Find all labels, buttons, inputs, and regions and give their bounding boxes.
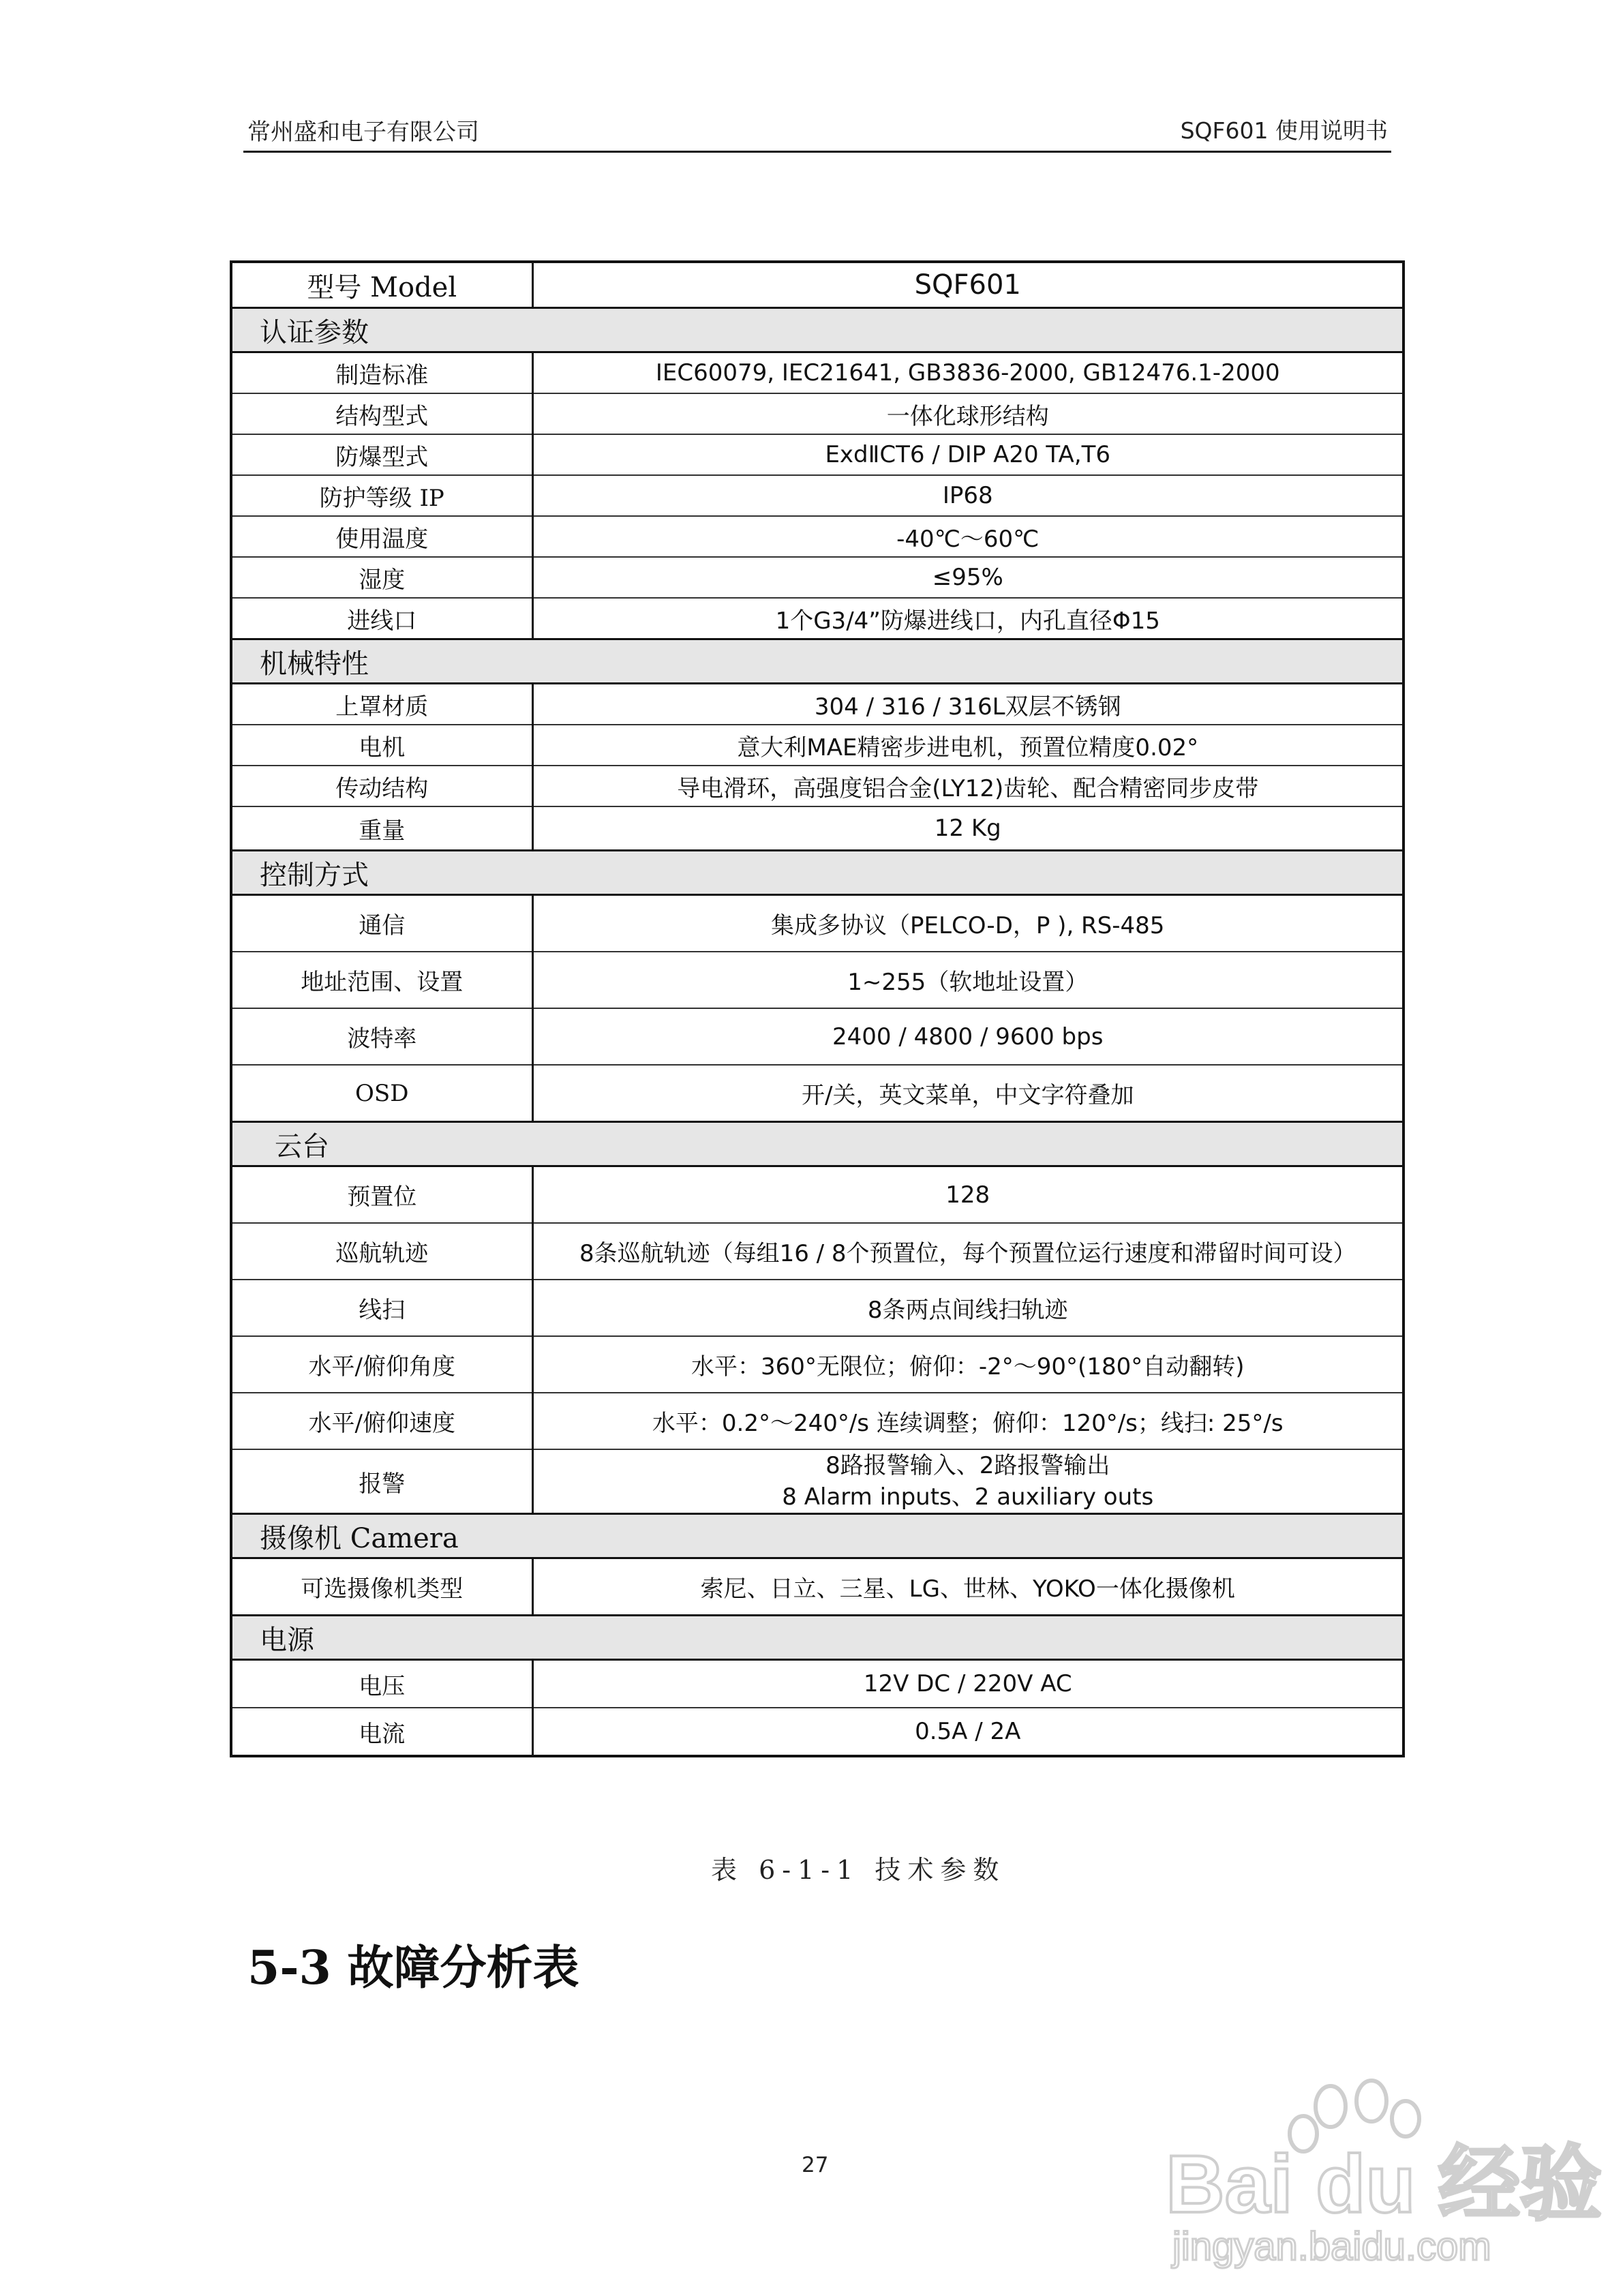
row-value: 水平：360°无限位；俯仰：-2°～90°(180°自动翻转): [532, 1336, 1404, 1393]
table-row: [231, 516, 1404, 557]
header-company: 常州盛和电子有限公司: [247, 119, 479, 146]
table-row: [231, 1708, 1404, 1756]
section-header: [231, 1122, 1404, 1166]
row-label: 报警: [231, 1449, 532, 1514]
row-label: 波特率: [231, 1008, 532, 1065]
row-value: IP68: [532, 475, 1404, 516]
table-row: [231, 1223, 1404, 1280]
row-value: 水平：0.2°～240°/s 连续调整；俯仰：120°/s；线扫: 25°/s: [532, 1393, 1404, 1449]
watermark-url: jingyan.baidu.com: [1172, 2224, 1491, 2269]
row-value: 0.5A / 2A: [532, 1708, 1404, 1756]
spec-table: [230, 260, 1405, 1757]
row-label: 电机: [231, 725, 532, 766]
row-value: 索尼、日立、三星、LG、世林、YOKO一体化摄像机: [532, 1558, 1404, 1616]
section-title-ptz: 云台: [231, 1122, 1404, 1166]
section-header: [231, 851, 1404, 895]
row-value: -40℃～60℃: [532, 516, 1404, 557]
table-row: [231, 557, 1404, 598]
row-label: 通信: [231, 895, 532, 952]
section-header: [231, 308, 1404, 352]
table-row: [231, 895, 1404, 952]
baidu-jingyan-watermark: [1152, 2066, 1603, 2270]
table-row: [231, 1065, 1404, 1122]
table-row: [231, 806, 1404, 851]
section-title-cert: 认证参数: [231, 308, 1404, 352]
section-heading: 5-3 故障分析表: [247, 1941, 579, 1995]
row-label: 防护等级 IP: [231, 475, 532, 516]
table-row: [231, 1008, 1404, 1065]
row-value: 8条两点间线扫轨迹: [532, 1280, 1404, 1336]
row-value: ≤95%: [532, 557, 1404, 598]
row-label: OSD: [231, 1065, 532, 1122]
row-label: 重量: [231, 806, 532, 851]
section-title-control: 控制方式: [231, 851, 1404, 895]
row-value: 2400 / 4800 / 9600 bps: [532, 1008, 1404, 1065]
row-value: 304 / 316 / 316L双层不锈钢: [532, 684, 1404, 725]
header-manual-title: SQF601 使用说明书: [1180, 117, 1388, 144]
table-row: [231, 1449, 1404, 1514]
row-label: 制造标准: [231, 352, 532, 394]
table-row: [231, 598, 1404, 639]
row-value: 开/关，英文菜单，中文字符叠加: [532, 1065, 1404, 1122]
section-header: [231, 1514, 1404, 1558]
row-value: 8条巡航轨迹（每组16 / 8个预置位，每个预置位运行速度和滞留时间可设）: [532, 1223, 1404, 1280]
section-title-mechanical: 机械特性: [231, 639, 1404, 684]
row-label: 进线口: [231, 598, 532, 639]
section-header: [231, 1616, 1404, 1660]
row-label: 湿度: [231, 557, 532, 598]
table-row: [231, 434, 1404, 475]
row-label: 水平/俯仰角度: [231, 1336, 532, 1393]
row-value: 12 Kg: [532, 806, 1404, 851]
section-header: [231, 639, 1404, 684]
section-title-power: 电源: [231, 1616, 1404, 1660]
row-value: [532, 1449, 1404, 1514]
table-row: [231, 1166, 1404, 1224]
alarm-value-cn: 8路报警输入、2路报警输出: [825, 1452, 1110, 1479]
row-label: 地址范围、设置: [231, 952, 532, 1008]
table-row: [231, 475, 1404, 516]
row-value: ExdⅡCT6 / DIP A20 TA,T6: [532, 434, 1404, 475]
table-caption: 表 6-1-1 技术参数: [711, 1855, 1006, 1885]
row-value: 集成多协议（PELCO-D，P ), RS-485: [532, 895, 1404, 952]
page-number: 27: [802, 2153, 829, 2177]
row-value: 128: [532, 1166, 1404, 1224]
row-label: 可选摄像机类型: [231, 1558, 532, 1616]
row-value: 一体化球形结构: [532, 393, 1404, 434]
row-label: 线扫: [231, 1280, 532, 1336]
row-value: 12V DC / 220V AC: [532, 1660, 1404, 1708]
watermark-brand: Bai du 经验: [1166, 2139, 1603, 2230]
section-title-camera: 摄像机 Camera: [231, 1514, 1404, 1558]
alarm-value-en: 8 Alarm inputs、2 auxiliary outs: [782, 1483, 1154, 1511]
row-label: 结构型式: [231, 393, 532, 434]
row-value: 1个G3/4”防爆进线口，内孔直径Φ15: [532, 598, 1404, 639]
model-label: 型号 Model: [231, 262, 532, 308]
row-label: 防爆型式: [231, 434, 532, 475]
table-row: [231, 1280, 1404, 1336]
row-value: 意大利MAE精密步进电机，预置位精度0.02°: [532, 725, 1404, 766]
row-value: 1~255（软地址设置）: [532, 952, 1404, 1008]
table-row: [231, 393, 1404, 434]
model-value: SQF601: [532, 262, 1404, 308]
table-row: [231, 952, 1404, 1008]
row-label: 水平/俯仰速度: [231, 1393, 532, 1449]
table-row: [231, 725, 1404, 766]
row-value: IEC60079, IEC21641, GB3836-2000, GB12476.1-2000: [532, 352, 1404, 394]
header-rule: [243, 151, 1391, 153]
table-row: [231, 1393, 1404, 1449]
row-label: 预置位: [231, 1166, 532, 1224]
table-row: [231, 1336, 1404, 1393]
table-row: [231, 766, 1404, 806]
table-row: [231, 352, 1404, 394]
table-row: [231, 1558, 1404, 1616]
row-label: 巡航轨迹: [231, 1223, 532, 1280]
row-value: 导电滑环，高强度铝合金(LY12)齿轮、配合精密同步皮带: [532, 766, 1404, 806]
table-row: [231, 1660, 1404, 1708]
row-label: 电流: [231, 1708, 532, 1756]
row-label: 电压: [231, 1660, 532, 1708]
row-label: 使用温度: [231, 516, 532, 557]
model-row: [231, 262, 1404, 308]
table-row: [231, 684, 1404, 725]
row-label: 上罩材质: [231, 684, 532, 725]
row-label: 传动结构: [231, 766, 532, 806]
